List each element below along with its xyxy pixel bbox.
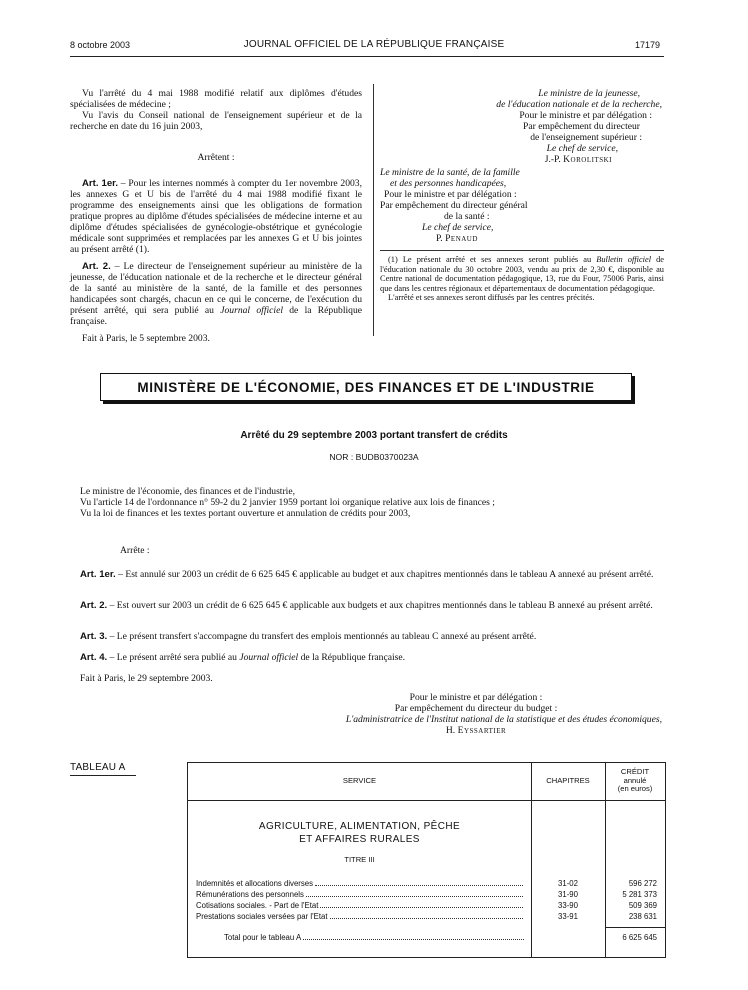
sig2-initials: P. [436, 233, 446, 244]
arrete-label: Arrête : [120, 545, 150, 556]
table-row [196, 890, 523, 899]
sig2-name: Penaud [445, 233, 478, 244]
article-1-text: – Pour les internes nommés à compter du 1er novembre 2003, les annexes G et U bis de l'arrêté du 4 mai 1988 modifié fixant le programme des enseignements ainsi que les obligations de formation pratique propres au diplôme d'études spécialisées de médecine interne et au diplôme d'études spécialisées de gynécologie-obstétrique et gynécologie médicale sont supprimées et remplacées par les annexes G et U bis jointes au présent arrêté (1). [70, 178, 362, 256]
article-2-text: – Le directeur de l'enseignement supérieur au ministère de la jeunesse, de l'éducation nationale et de la recherche et le directeur général de la santé au ministère de la santé, de la famille et des personnes handicapées sont chargés, chacun en ce qui le concerne, de l'exécution du présent arrêté, qui sera publié au [70, 261, 362, 317]
fait-a-paris-2: Fait à Paris, le 29 septembre 2003. [80, 673, 213, 684]
ministry-banner [100, 373, 632, 401]
total-label: Total pour le tableau A [224, 933, 302, 942]
arrete-intro [70, 486, 665, 520]
footnote-2: L'arrêté et ses annexes seront diffusés par les centres précités. [388, 293, 595, 302]
row-label: Indemnités et allocations diverses [196, 879, 314, 888]
sig1-line6: Le chef de service, [546, 143, 618, 154]
arrete-heading [70, 545, 665, 556]
intro-vu-loi: Vu la loi de finances et les textes portant ouverture et annulation de crédits pour 2003, [80, 508, 411, 520]
tableau-a-label: TABLEAU A [70, 762, 126, 773]
sig-budget-name: Eyssartier [457, 725, 507, 736]
arrete-art2-label: Art. 2. [80, 600, 108, 611]
table-header-rule [188, 800, 665, 801]
intro-ministre: Le ministre de l'économie, des finances et de l'industrie, [80, 486, 295, 497]
row-montant: 5 281 373 [622, 890, 657, 899]
arrete-art4-text-a: – Le présent arrêté sera publié au [107, 652, 240, 663]
footnote-1 [380, 255, 664, 293]
journal-title: JOURNAL OFFICIEL DE LA RÉPUBLIQUE FRANÇAISE [243, 39, 505, 50]
article-2 [70, 261, 362, 327]
leader-dots [303, 933, 524, 940]
row-chapitre: 33-90 [558, 901, 578, 910]
tableau-a-label-rule [70, 775, 136, 776]
fait-a-paris-1: Fait à Paris, le 5 septembre 2003. [82, 333, 210, 345]
ministry-title: MINISTÈRE DE L'ÉCONOMIE, DES FINANCES ET DE L'INDUSTRIE [137, 379, 595, 395]
sig2-line1: Le ministre de la santé, de la famille [380, 167, 520, 178]
arrete-art1-text: – Est annulé sur 2003 un crédit de 6 625 645 € applicable au budget et aux chapitres mentionnés dans le tableau A annexé au présent arrêté. [115, 569, 654, 580]
leader-dots [315, 879, 523, 886]
sig2-line2: et des personnes handicapées, [390, 178, 507, 189]
arrete-article-4 [70, 652, 665, 663]
sig-budget-signatory [290, 725, 662, 736]
arrete-title: Arrêté du 29 septembre 2003 portant transfert de crédits [240, 430, 508, 441]
sig1-line5: de l'enseignement supérieur : [530, 132, 642, 143]
leader-dots [320, 901, 523, 908]
arrete-fait [70, 673, 665, 684]
arrete-art2-text: – Est ouvert sur 2003 un crédit de 6 625 645 € applicable aux budgets et aux chapitres mentionnés dans le tableau B annexé au présent arrêté. [107, 600, 653, 611]
sig2-line6: Le chef de service, [422, 222, 494, 233]
arrete-art3-label: Art. 3. [80, 631, 108, 642]
sig2-line4: Par empêchement du directeur général [380, 200, 528, 211]
arrete-art4-label: Art. 4. [80, 652, 108, 663]
sig-budget-line1: Pour le ministre et par délégation : [409, 692, 543, 703]
sig2-line3: Pour le ministre et par délégation : [384, 189, 517, 200]
row-montant: 509 369 [628, 901, 657, 910]
left-column [70, 88, 362, 344]
row-chapitre: 31-90 [558, 890, 578, 899]
header-rule [70, 56, 664, 57]
arrete-art3-text: – Le présent transfert s'accompagne du transfert des emplois mentionnés au tableau C annexé au présent arrêté. [107, 631, 537, 642]
column-divider [373, 84, 374, 336]
table-row [196, 879, 523, 888]
section-heading [188, 820, 531, 846]
arrete-art4-text-b: de la République française. [298, 652, 406, 663]
vu-arrete-1988: Vu l'arrêté du 4 mai 1988 modifié relatif aux diplômes d'études spécialisées de médecine ; [70, 88, 362, 110]
row-chapitre: 31-02 [558, 879, 578, 888]
arretent-heading: Arrêtent : [197, 151, 235, 163]
sig1-line1: Le ministre de la jeunesse, [538, 88, 640, 99]
arrete-article-2 [70, 600, 665, 611]
header-credit [605, 768, 665, 794]
titre-heading: TITRE III [344, 855, 375, 864]
page-number: 17179 [634, 40, 660, 50]
total-label-row [224, 933, 524, 942]
row-montant: 596 272 [628, 879, 657, 888]
arrete-art1-label: Art. 1er. [80, 569, 116, 580]
header-credit-line2: annulé [623, 775, 647, 785]
right-column [380, 88, 664, 303]
row-label: Prestations sociales versées par l'Etat [196, 912, 328, 921]
sig-budget-initials: H. [445, 725, 458, 736]
arrete-article-3 [70, 631, 665, 642]
section-heading-line1: AGRICULTURE, ALIMENTATION, PÊCHE [258, 821, 461, 832]
row-label: Rémunérations des personnels [196, 890, 304, 899]
article-1-label: Art. 1er. [82, 178, 119, 190]
header-credit-line3: (en euros) [617, 784, 653, 793]
leader-dots [330, 912, 524, 919]
table-row [196, 912, 523, 921]
header-chapitres: CHAPITRES [546, 776, 590, 785]
sig1-line2: de l'éducation nationale et de la recherche, [496, 99, 662, 110]
signature-education [380, 88, 664, 165]
arrete-article-1 [70, 569, 665, 580]
sig1-name: Korolitski [563, 154, 612, 165]
row-chapitre: 33-91 [558, 912, 578, 921]
header-credit-line1: CRÉDIT [620, 767, 650, 776]
row-montant: 238 631 [628, 912, 657, 921]
total-rule [605, 927, 665, 928]
sig2-signatory [380, 233, 664, 244]
footnote-rule [380, 250, 664, 251]
journal-officiel-ref: Journal officiel [220, 305, 283, 317]
footnote-1-b: de l'éducation nationale du 30 octobre 2003, vendu au prix de 2,30 €, disponible au Centre national de documentation pédagogique, 13, rue du Four, 75006 Paris, ainsi que dans les centres régionaux et départementaux de documentation pédagogique. [380, 255, 664, 293]
section-heading-line2: ET AFFAIRES RURALES [299, 834, 420, 845]
nor-reference: NOR : BUDB0370023A [329, 452, 419, 462]
article-1 [70, 178, 362, 255]
signature-sante [380, 167, 664, 244]
intro-vu-ordonnance: Vu l'article 14 de l'ordonnance n° 59-2 du 2 janvier 1959 portant loi organique relative aux lois de finances ; [80, 497, 495, 509]
article-2-label: Art. 2. [82, 261, 111, 273]
arrete-journal-officiel: Journal officiel [239, 652, 299, 663]
row-label: Cotisations sociales. - Part de l'Etat [196, 901, 319, 910]
tableau-a [187, 762, 666, 958]
sig1-line4: Par empêchement du directeur [523, 121, 640, 132]
table-row [196, 901, 523, 910]
sig1-signatory [380, 154, 662, 165]
sig-budget-line2: Par empêchement du directeur du budget : [394, 703, 558, 714]
sig1-line3: Pour le ministre et par délégation : [519, 110, 652, 121]
header-date: 8 octobre 2003 [70, 40, 131, 50]
bulletin-officiel-ref: Bulletin officiel [596, 255, 652, 264]
vu-avis-conseil: Vu l'avis du Conseil national de l'enseignement supérieur et de la recherche en date du 16 juin 2003, [70, 110, 362, 132]
column-rule-service [531, 763, 532, 957]
sig2-line5: de la santé : [444, 211, 490, 222]
total-amount: 6 625 645 [622, 933, 657, 942]
sig-budget-line3: L'administratrice de l'Institut national de la statistique et des études économiques, [345, 714, 662, 725]
header-service: SERVICE [342, 776, 377, 785]
signature-budget [290, 692, 662, 736]
sig1-initials: J.-P. [544, 154, 564, 165]
article-2-end: de la République française. [70, 305, 362, 328]
leader-dots [306, 890, 523, 897]
footnote-1-a: (1) Le présent arrêté et ses annexes seront publiés au [388, 255, 597, 264]
